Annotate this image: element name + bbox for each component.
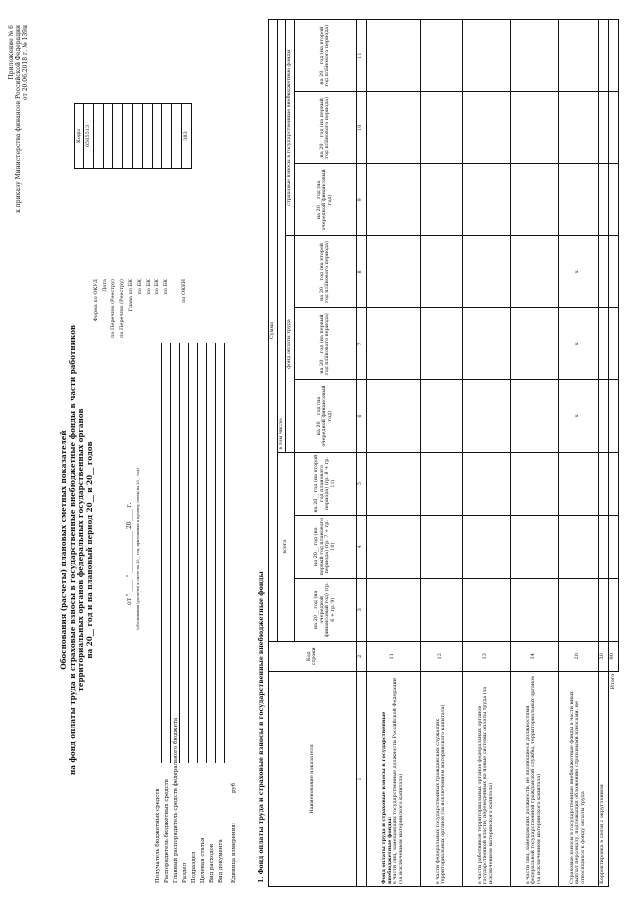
th-total: всего [277, 452, 294, 641]
code-label-registry-1: по Перечню (Реестру) [110, 279, 117, 338]
cell[interactable] [420, 92, 462, 164]
cell[interactable] [420, 515, 462, 578]
cell[interactable] [608, 236, 618, 308]
code-label-bk-1: по БК [136, 279, 143, 295]
title-line-4: на 20__ год и на плановый период 20__ и 20__ годов [84, 441, 94, 659]
cell[interactable] [366, 92, 420, 164]
cell[interactable] [608, 578, 618, 641]
cell[interactable] [608, 515, 618, 578]
cell[interactable] [510, 164, 558, 236]
code-chapter-value [123, 104, 133, 168]
cell[interactable] [462, 236, 510, 308]
field-target-label: Целевая статья [200, 837, 206, 883]
cell[interactable] [420, 236, 462, 308]
cell[interactable] [608, 380, 618, 452]
cell[interactable] [510, 380, 558, 452]
cell[interactable] [598, 308, 608, 380]
row-code: 30 [598, 641, 608, 671]
column-numbers-row [356, 20, 366, 887]
cell[interactable] [598, 578, 608, 641]
cell[interactable] [558, 92, 598, 164]
cell[interactable] [420, 578, 462, 641]
cell[interactable] [366, 578, 420, 641]
cell[interactable] [510, 236, 558, 308]
th-payroll-y1: на 20__ год (на очередной финансовый год) [294, 380, 356, 452]
row-code: 11 [366, 641, 420, 671]
cell[interactable] [510, 92, 558, 164]
cell[interactable] [510, 515, 558, 578]
th-insurance-y1: на 20__ год (на очередной финансовый год) [294, 164, 356, 236]
cell[interactable] [598, 515, 608, 578]
th-insurance: страховые взносы в государственные внебюджетные фонды [286, 20, 295, 236]
appendix-date: от 20.06.2018 г. № 139н [22, 25, 29, 101]
code-label-registry-2: по Перечню (Реестру) [119, 279, 126, 338]
cell[interactable] [420, 308, 462, 380]
field-expense-type-line [215, 343, 216, 763]
codes-box [83, 103, 192, 169]
cell[interactable] [598, 164, 608, 236]
col-num-8: 8 [356, 236, 366, 308]
code-okud-value: 0505513 [84, 104, 94, 168]
cell[interactable] [558, 164, 598, 236]
code-bk-4-value [162, 104, 172, 168]
cell[interactable] [558, 452, 598, 515]
code-bk-1-value [133, 104, 143, 168]
code-label-date: Дата [101, 279, 108, 292]
field-doc-type-label: Вид документа [218, 839, 224, 883]
cell[interactable] [366, 515, 420, 578]
cell[interactable] [366, 452, 420, 515]
cell[interactable] [420, 380, 462, 452]
field-section-label: Раздел [182, 862, 188, 883]
cell[interactable] [598, 452, 608, 515]
field-subsection-label: Подраздел [191, 851, 197, 883]
field-unit-value: руб [231, 782, 237, 793]
cell[interactable] [366, 308, 420, 380]
code-label-bk-4: по БК [163, 279, 170, 295]
col-num-9: 9 [356, 164, 366, 236]
section-title: 1. Фонд оплаты труда и страховые взносы в государственные внебюджетные фонды [258, 571, 265, 883]
cell[interactable] [558, 515, 598, 578]
cell[interactable] [558, 578, 598, 641]
cell[interactable] [366, 236, 420, 308]
col-num-7: 7 [356, 308, 366, 380]
col-num-6: 6 [356, 380, 366, 452]
code-label-empty [171, 279, 180, 385]
code-okei-value: 383 [182, 131, 189, 141]
th-including: в том числе: [277, 20, 286, 453]
appendix-caption [8, 25, 29, 245]
cell[interactable] [462, 92, 510, 164]
row-code: 13 [462, 641, 510, 671]
col-num-1: 1 [356, 671, 366, 886]
main-table [268, 19, 619, 887]
code-label-bk-2: по БК [145, 279, 152, 295]
table-row [462, 20, 510, 887]
total-code: 90 [608, 641, 618, 671]
code-label-chapter: Глава по БК [127, 279, 134, 312]
col-num-5: 5 [356, 452, 366, 515]
cell[interactable] [462, 164, 510, 236]
cell[interactable] [420, 452, 462, 515]
field-expense-type-label: Вид расходов [209, 844, 215, 883]
cell[interactable] [420, 164, 462, 236]
date-line: от " ____ " ______________ 20____ г. [126, 502, 133, 605]
cell[interactable] [598, 92, 608, 164]
date-note: (обоснования (расчеты) к смете на 20__ год, приложение к проекту сметы на 20__ год) [136, 468, 140, 630]
field-chief-manager-line [179, 343, 180, 763]
title-line-3: территориальных органов федеральных государственных органов [76, 408, 85, 692]
x-mark: x [558, 308, 598, 380]
field-section-line [188, 343, 189, 763]
cell[interactable] [462, 515, 510, 578]
cell[interactable] [462, 308, 510, 380]
row-name [366, 671, 420, 886]
cell[interactable] [598, 380, 608, 452]
row-name-main: Фонд оплаты труда и страховые взносы в государственные внебюджетные фонды: [381, 711, 393, 884]
table-row [558, 20, 598, 887]
cell[interactable] [462, 452, 510, 515]
cell[interactable] [366, 20, 420, 92]
table-row [510, 20, 558, 887]
table-row [598, 20, 608, 887]
cell[interactable] [510, 452, 558, 515]
field-target-line [206, 343, 207, 763]
th-payroll: фонд оплаты труда [286, 236, 295, 452]
cell[interactable] [510, 308, 558, 380]
th-payroll-y3: на 20__ год (на второй год планового периода) [294, 236, 356, 308]
field-subsection-line [197, 343, 198, 763]
col-num-10: 10 [356, 92, 366, 164]
field-chief-manager-label: Главный распорядитель средств федерального бюджета [173, 717, 179, 883]
th-code: Код строки [269, 641, 357, 671]
code-empty-value [172, 104, 182, 168]
code-label-okei: по ОКЕИ [180, 279, 187, 303]
row-name: в части работников территориальных органов федеральных органов государственной власти, переведенных на новые системы оплаты труда (за исключением материнского капитала) [462, 671, 510, 886]
th-insurance-y2: на 20__ год (на первый год планового периода) [294, 92, 356, 164]
th-payroll-y2: на 20__ год (на первый год планового периода) [294, 308, 356, 380]
title-line-2: на фонд оплаты труда и страховые взносы в государственные внебюджетные фонды в части работников [67, 325, 77, 775]
table-row [366, 20, 420, 887]
row-name: в части федеральных государственных гражданских служащих территориальных органов (за исключением материнского капитала) [420, 671, 462, 886]
cell[interactable] [598, 236, 608, 308]
code-bk-3-value [153, 104, 163, 168]
cell[interactable] [462, 20, 510, 92]
table-row [420, 20, 462, 887]
appendix-number: Приложение № 6 [8, 25, 15, 80]
cell[interactable] [608, 452, 618, 515]
code-date-value [94, 104, 104, 168]
codes-labels [92, 279, 189, 385]
col-num-11: 11 [356, 20, 366, 92]
cell[interactable] [462, 380, 510, 452]
field-doc-type-line [224, 343, 225, 763]
title-line-1: Обоснования (расчеты) плановых сметных показателей [59, 430, 68, 670]
field-recipient-line [161, 343, 162, 763]
cell[interactable] [510, 20, 558, 92]
cell[interactable] [366, 380, 420, 452]
row-name: в части лиц, замещающих должности, не являющиеся должностями федеральной государственной гражданской службы, территориальных органов (за исключением материнского капитала) [510, 671, 558, 886]
x-mark: x [558, 236, 598, 308]
field-manager-label: Распорядитель бюджетных средств [164, 779, 170, 883]
codes-header: Коды [74, 103, 84, 169]
cell[interactable] [462, 578, 510, 641]
th-name: Наименование показателя [269, 671, 357, 886]
cell[interactable] [366, 164, 420, 236]
total-label: Итого [609, 673, 616, 690]
th-total-y3: на 20__ год (на второй год планового периода) (гр. 8 + гр. 11) [294, 452, 356, 515]
cell[interactable] [608, 92, 618, 164]
code-label-okud: Форма по ОКУД [92, 279, 99, 322]
cell[interactable] [420, 20, 462, 92]
col-num-2: 2 [356, 641, 366, 671]
row-name: Корректировка в связи с округлением [598, 671, 608, 886]
cell[interactable] [608, 20, 618, 92]
cell[interactable] [608, 308, 618, 380]
code-bk-2-value [143, 104, 153, 168]
col-num-3: 3 [356, 578, 366, 641]
code-registry-1-value [104, 104, 114, 168]
code-label-bk-3: по БК [154, 279, 161, 295]
field-recipient-label: Получатель бюджетных средств [155, 788, 161, 883]
row-code: 20 [558, 641, 598, 671]
row-name-sub: в части лиц, замещающих государственные должности Российской Федерации (за исключением материнского капитала) [392, 678, 404, 884]
field-unit-label: Единица измерения: [231, 822, 237, 883]
cell[interactable] [608, 164, 618, 236]
th-total-y1: на 20__ год (на очередной финансовый год) (гр. 6 + гр. 9) [294, 578, 356, 641]
document-title [60, 315, 94, 785]
col-num-4: 4 [356, 515, 366, 578]
row-code: 14 [510, 641, 558, 671]
cell[interactable] [558, 20, 598, 92]
row-code: 12 [420, 641, 462, 671]
appendix-order: к приказу Министерства финансов Российской Федерации [15, 25, 22, 213]
field-manager-line [170, 343, 171, 763]
x-mark: x [558, 380, 598, 452]
code-registry-2-value [113, 104, 123, 168]
th-total-y2: на 20__ год (на первый год планового периода) (гр. 7 + гр. 10) [294, 515, 356, 578]
header-row-1 [269, 20, 278, 887]
th-sum: Сумма [269, 20, 278, 642]
row-name: Страховые взносы в государственные внебюджетные фонды в части иных выплат персоналу, подлежащих обложению страховыми взносами, не относящихся к фонду оплаты труда [558, 671, 598, 886]
cell[interactable] [510, 578, 558, 641]
cell[interactable] [598, 20, 608, 92]
total-row [608, 20, 618, 887]
th-insurance-y3: на 20__ год (на второй год планового периода) [294, 20, 356, 92]
